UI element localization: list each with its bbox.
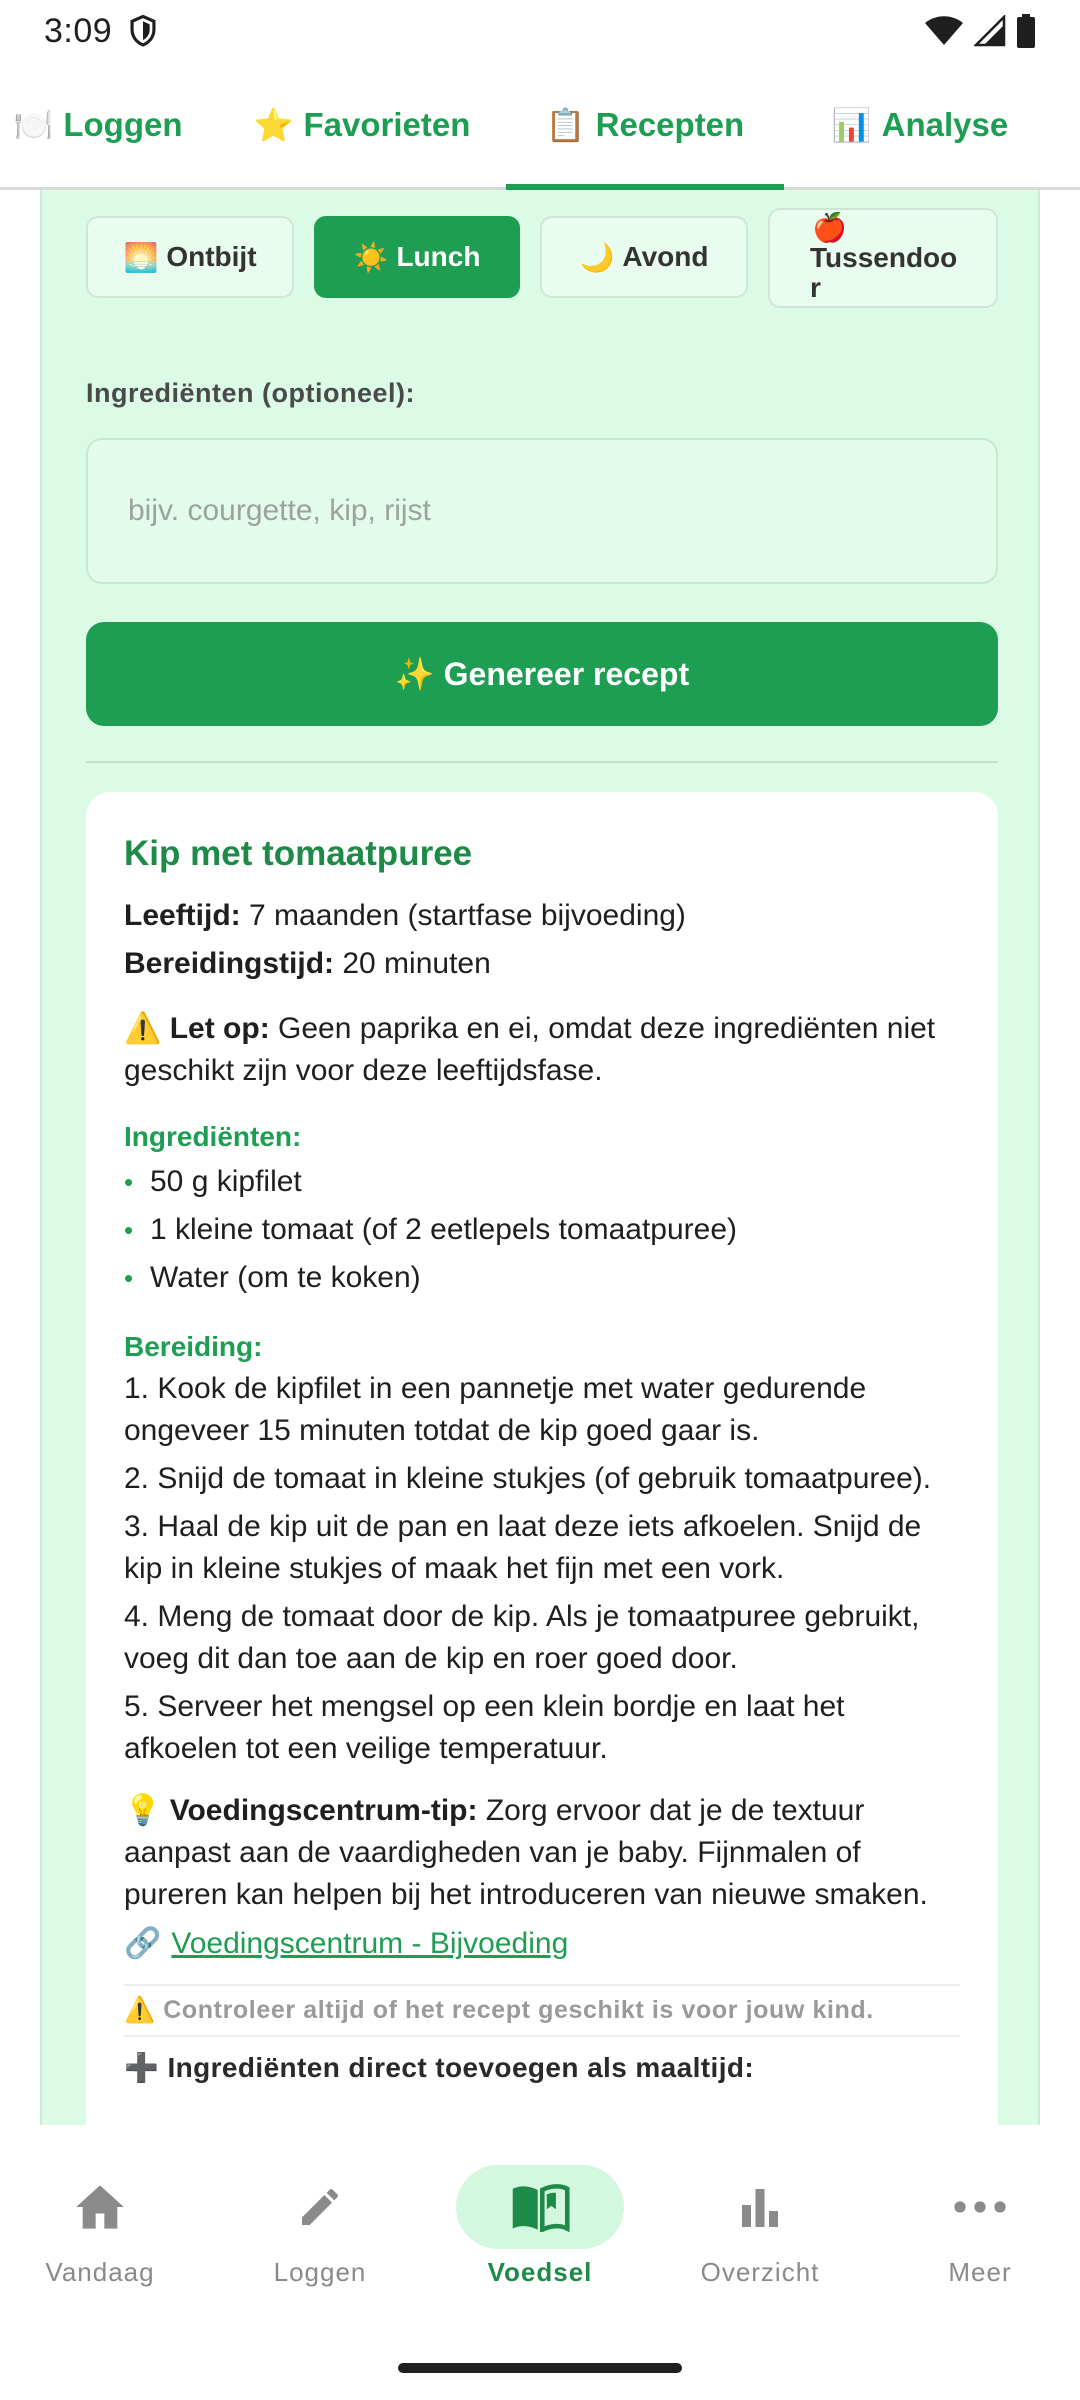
age-label: Leeftijd: xyxy=(124,899,241,932)
prep-time-value: 20 minuten xyxy=(334,947,491,980)
nav-icon-wrap xyxy=(16,2165,184,2249)
nav-meer[interactable] xyxy=(880,2165,1080,2288)
pencil-icon xyxy=(296,2183,344,2231)
warning-text: Geen paprika en ei, omdat deze ingrediënten niet geschikt zijn voor deze leeftijdsfase. xyxy=(124,1012,936,1087)
lightbulb-icon: 💡 xyxy=(124,1794,162,1827)
nav-icon-wrap xyxy=(896,2165,1064,2249)
nav-label: Meer xyxy=(948,2257,1012,2287)
check-note: ⚠️ Controleer altijd of het recept geschikt is voor jouw kind. xyxy=(124,1984,960,2037)
ingredients-list xyxy=(124,1158,960,1302)
recipe-title: Kip met tomaatpuree xyxy=(124,834,473,873)
generate-recipe-button[interactable]: ✨ Genereer recept xyxy=(86,622,998,726)
sun-icon: ☀️ xyxy=(353,241,389,273)
recipe-prep-time xyxy=(124,940,960,988)
nav-loggen[interactable] xyxy=(220,2165,420,2288)
meal-lunch-button[interactable] xyxy=(314,216,520,298)
meal-avond-button[interactable] xyxy=(540,216,748,298)
home-indicator[interactable] xyxy=(398,2363,682,2373)
tab-label: Analyse xyxy=(881,105,1009,143)
steps-list xyxy=(124,1368,960,1770)
meal-label: Avond xyxy=(622,241,709,272)
meal-label: Ontbijt xyxy=(166,241,257,272)
nav-overzicht[interactable] xyxy=(660,2165,860,2288)
age-value: 7 maanden (startfase bijvoeding) xyxy=(240,899,686,932)
step-item: 5. Serveer het mengsel op een klein bordje en laat het afkoelen tot een veilige temperatuur. xyxy=(124,1690,845,1765)
clipboard-icon: 📋 xyxy=(545,106,586,143)
nav-icon-wrap xyxy=(236,2165,404,2249)
nav-label: Overzicht xyxy=(700,2257,820,2287)
tab-analyse[interactable] xyxy=(800,62,1040,187)
recipe-generator-content[interactable] xyxy=(0,190,1080,2125)
list-item: • 1 kleine tomaat (of 2 eetlepels tomaatpuree) xyxy=(124,1206,960,1254)
star-icon: ⭐ xyxy=(253,106,294,143)
bottom-nav xyxy=(0,2125,1080,2400)
prep-time-label: Bereidingstijd: xyxy=(124,947,335,980)
ingredients-heading: Ingrediënten: xyxy=(124,1121,302,1152)
meal-label-wrap: r xyxy=(810,272,821,303)
moon-icon: 🌙 xyxy=(579,241,615,273)
steps-heading: Bereiding: xyxy=(124,1331,263,1362)
recipe-panel xyxy=(40,190,1040,2125)
meal-tussendoor-button[interactable] xyxy=(768,208,998,308)
meal-label: Tussendoo xyxy=(810,242,958,273)
sunrise-icon: 🌅 xyxy=(123,241,159,273)
top-tabs xyxy=(0,62,1080,190)
link-icon: 🔗 xyxy=(124,1927,162,1960)
tab-label: Recepten xyxy=(595,105,745,143)
warning-label: Let op: xyxy=(169,1012,270,1045)
apple-icon: 🍎 xyxy=(812,212,847,243)
tip-text: Zorg ervoor dat je de textuur aanpast aan de vaardigheden van je baby. Fijnmalen of pureren kan helpen bij het introduceren van nieuwe smaken. xyxy=(124,1794,928,1911)
nutrition-tip xyxy=(124,1790,960,1916)
add-ingredients-heading: ➕ Ingrediënten direct toevoegen als maaltijd: xyxy=(124,2052,755,2083)
nav-icon-wrap xyxy=(676,2165,844,2249)
step-item: 4. Meng de tomaat door de kip. Als je tomaatpuree gebruikt, voeg dit dan toe aan de kip en roer goed door. xyxy=(124,1600,920,1675)
battery-icon xyxy=(1016,14,1036,48)
tip-label: Voedingscentrum-tip: xyxy=(169,1794,478,1827)
ingredients-label: Ingrediënten (optioneel): xyxy=(86,378,415,408)
ingredients-input[interactable] xyxy=(86,438,998,584)
chart-icon: 📊 xyxy=(831,106,872,143)
tab-favorieten[interactable] xyxy=(228,62,496,187)
nav-voedsel[interactable] xyxy=(440,2165,640,2288)
plate-icon: 🍽️ xyxy=(13,106,54,143)
meal-label: Lunch xyxy=(396,241,481,272)
step-item: 1. Kook de kipfilet in een pannetje met water gedurende ongeveer 15 minuten totdat de kip goed gaar is. xyxy=(124,1372,867,1447)
tab-label: Loggen xyxy=(63,105,183,143)
nav-vandaag[interactable] xyxy=(0,2165,200,2288)
nav-label: Loggen xyxy=(273,2257,367,2287)
source-link-row xyxy=(124,1916,960,1966)
nav-label: Voedsel xyxy=(487,2257,593,2287)
list-item: • Water (om te koken) xyxy=(124,1254,960,1302)
step-item: 2. Snijd de tomaat in kleine stukjes (of gebruik tomaatpuree). xyxy=(124,1462,932,1495)
nav-label: Vandaag xyxy=(45,2257,155,2287)
wifi-icon xyxy=(924,15,964,47)
recipe-age xyxy=(124,892,960,940)
shield-icon xyxy=(128,14,158,48)
nav-icon-wrap xyxy=(456,2165,624,2249)
divider xyxy=(86,761,998,763)
cell-signal-icon xyxy=(974,15,1006,47)
book-icon xyxy=(510,2182,570,2232)
list-item: • 50 g kipfilet xyxy=(124,1158,960,1206)
tab-recepten[interactable] xyxy=(506,62,784,187)
meal-ontbijt-button[interactable] xyxy=(86,216,294,298)
voedingscentrum-link[interactable]: Voedingscentrum - Bijvoeding xyxy=(171,1927,569,1960)
status-icons xyxy=(924,14,1036,48)
status-bar xyxy=(0,0,1080,62)
bar-chart-icon xyxy=(736,2183,784,2231)
status-time: 3:09 xyxy=(44,11,113,50)
step-item: 3. Haal de kip uit de pan en laat deze iets afkoelen. Snijd de kip in kleine stukjes of maak het fijn met een vork. xyxy=(124,1510,922,1585)
warning-icon: ⚠️ xyxy=(124,1012,162,1045)
recipe-warning xyxy=(124,1008,960,1092)
home-icon xyxy=(74,2183,126,2231)
more-icon xyxy=(954,2200,1006,2214)
tab-loggen[interactable] xyxy=(0,62,196,187)
tab-label: Favorieten xyxy=(303,105,471,143)
recipe-card xyxy=(86,792,998,2125)
